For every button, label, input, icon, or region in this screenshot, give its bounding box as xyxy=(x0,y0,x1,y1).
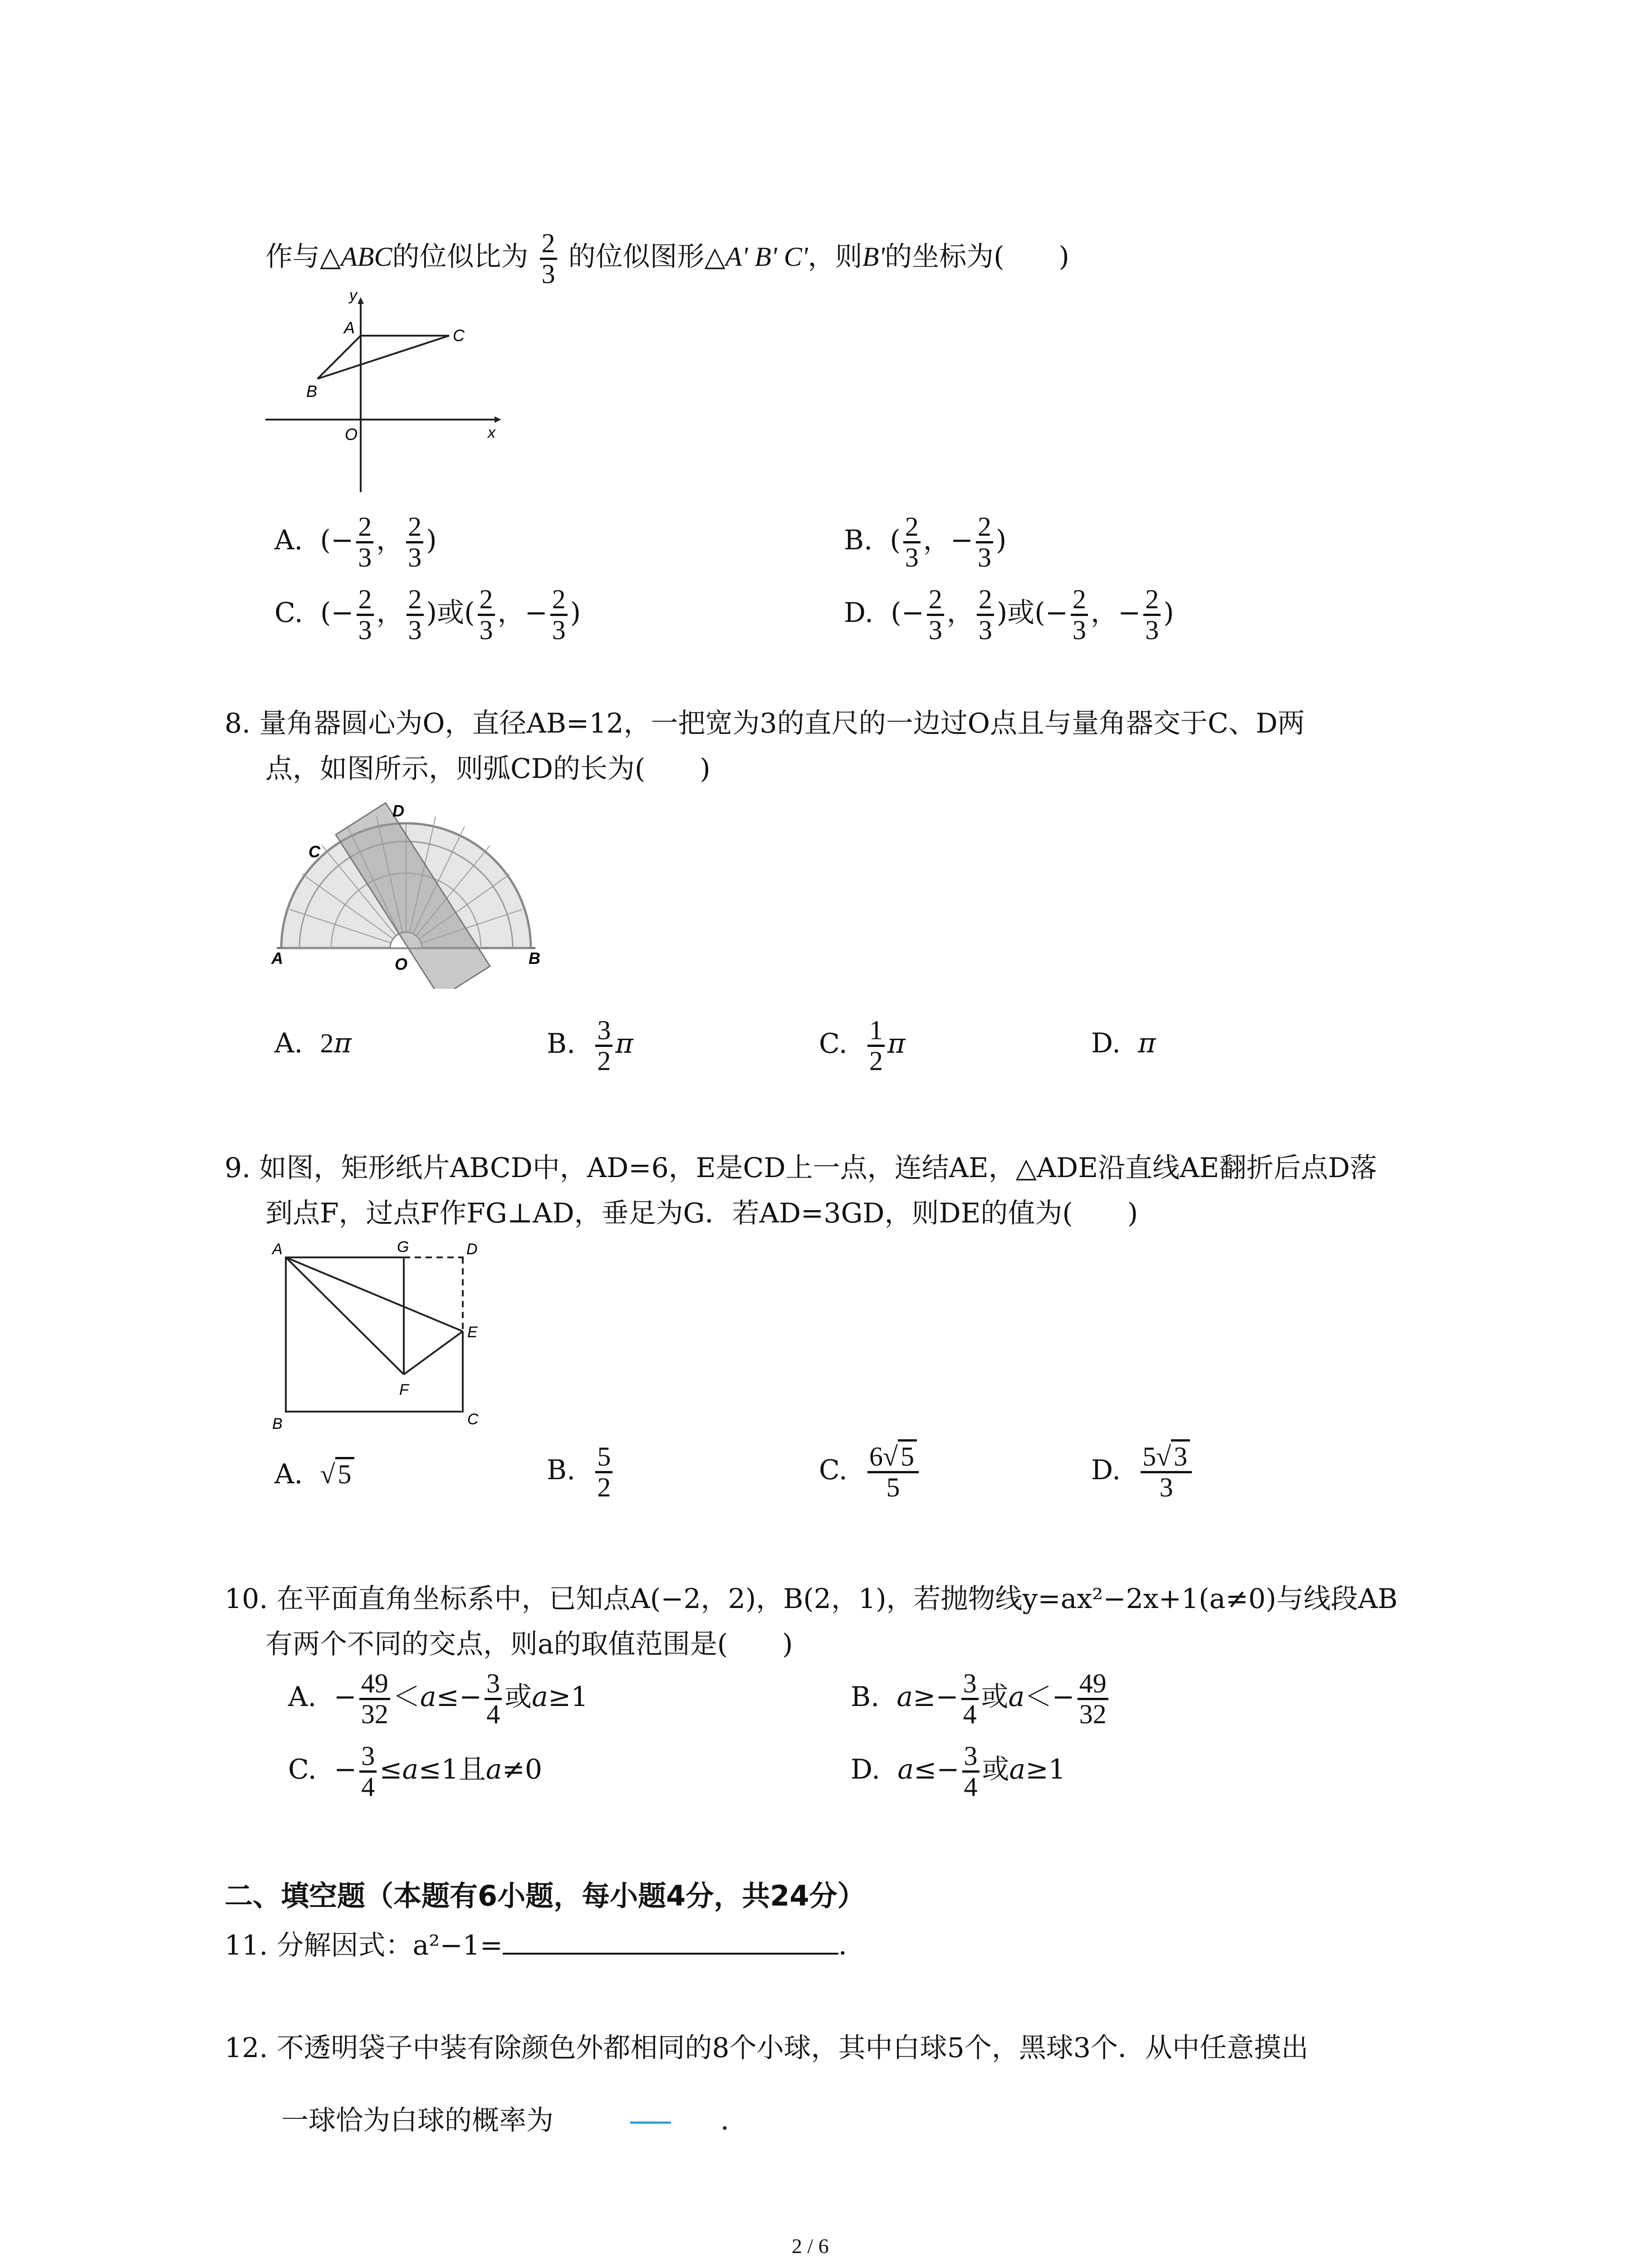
page-number: 2 / 6 xyxy=(792,2234,829,2258)
triangle-abc xyxy=(318,336,449,379)
point-label-d: D xyxy=(466,1241,478,1258)
point-label-a: A xyxy=(272,1241,283,1258)
q9-stem-line2: 到点F，过点F作FG⊥AD，垂足为G．若AD=3GD，则DE的值为( ) xyxy=(265,1198,1138,1229)
point-label-c: C xyxy=(467,1411,479,1428)
q12-stem-line2: 一球恰为白球的概率为 ． xyxy=(281,2105,748,2136)
q7-option-d[interactable]: D. (− $\frac{2}{3}$ ， $\frac{2}{3}$ )或(− $\frac{2}{3}$ ，− $\frac{2}{3}$ ) xyxy=(844,584,1174,645)
axis-label-y: y xyxy=(349,290,357,304)
q7-option-b[interactable]: B. ( $\frac{2}{3}$ ，− $\frac{2}{3}$ ) xyxy=(844,512,1007,572)
q8-stem-line2: 点，如图所示，则弧CD的长为( ) xyxy=(265,753,710,785)
q8-stem-line1: 8. 量角器圆心为O，直径AB=12，一把宽为3的直尺的一边过O点且与量角器交于C、D两 xyxy=(225,708,1305,739)
point-label-b: B xyxy=(529,949,540,968)
point-label-b: B xyxy=(272,1415,283,1432)
point-label-b: B xyxy=(306,382,318,401)
point-label-a: A xyxy=(344,318,355,337)
q10-option-c[interactable]: C. − $\frac{3}{4}$ ≤a≤1且a≠0 xyxy=(288,1741,543,1802)
q12-answer-blank[interactable] xyxy=(630,2121,671,2124)
q9-option-d[interactable]: D. $\frac{5√ 3}{3}$ xyxy=(1091,1442,1195,1502)
point-label-e: E xyxy=(467,1324,478,1341)
point-label-c: C xyxy=(309,842,320,861)
q8-option-a[interactable]: A. 2π xyxy=(274,1027,352,1059)
q10-stem-line1: 10. 在平面直角坐标系中，已知点A(−2，2)，B(2，1)，若抛物线y=ax²−2x+1(a≠0)与线段AB xyxy=(225,1583,1398,1615)
q9-stem-line1: 9. 如图，矩形纸片ABCD中，AD=6，E是CD上一点，连结AE，△ADE沿直线AE翻折后点D落 xyxy=(225,1152,1377,1184)
q8-option-c[interactable]: C. $\frac{1}{2}$ π xyxy=(819,1015,906,1076)
q8-option-d[interactable]: D. π xyxy=(1091,1027,1156,1059)
q12-stem-line1: 12. 不透明袋子中装有除颜色外都相同的8个小球，其中白球5个，黑球3个．从中任意摸出 xyxy=(225,2032,1309,2064)
q11-answer-blank[interactable] xyxy=(503,1930,838,1955)
q9-option-b[interactable]: B. $\frac{5}{2}$ xyxy=(547,1442,615,1502)
q7-coordinate-figure xyxy=(259,290,513,499)
point-label-g: G xyxy=(397,1238,409,1256)
axis-label-x: x xyxy=(488,424,495,441)
point-label-a: A xyxy=(271,949,283,968)
q10-stem-line2: 有两个不同的交点，则a的取值范围是( ) xyxy=(265,1628,793,1660)
q8-protractor-figure xyxy=(263,798,554,989)
q10-option-a[interactable]: A. − $\frac{49}{32}$ ＜a≤− $\frac{3}{4}$ 或a≥1 xyxy=(288,1668,588,1729)
point-label-o: O xyxy=(395,955,408,973)
q11: 11. 分解因式：a²−1= ． xyxy=(225,1930,866,1961)
q7-option-c[interactable]: C. (− $\frac{2}{3}$ ， $\frac{2}{3}$ )或( $\frac{2}{3}$ ，− $\frac{2}{3}$ ) xyxy=(274,584,581,645)
point-label-c: C xyxy=(453,326,465,345)
q7-option-a[interactable]: A. (− $\frac{2}{3}$ ， $\frac{2}{3}$ ) xyxy=(274,512,437,572)
q10-option-d[interactable]: D. a≤− $\frac{3}{4}$ 或a≥1 xyxy=(851,1741,1066,1802)
q9-option-a[interactable]: A. √ 5 xyxy=(274,1461,354,1488)
q8-option-b[interactable]: B. $\frac{3}{2}$ π xyxy=(547,1015,633,1076)
section-heading: 二、填空题（本题有6小题，每小题4分，共24分） xyxy=(225,1879,866,1912)
q9-rectangle-figure xyxy=(268,1238,504,1438)
q10-option-b[interactable]: B. a≥− $\frac{3}{4}$ 或a＜− $\frac{49}{32}$ xyxy=(851,1669,1111,1729)
point-label-o: O xyxy=(345,425,358,444)
point-label-d: D xyxy=(392,802,404,820)
q7-stem: 作与△ABC的位似比为 $\frac{2}{3}$ 的位似图形△A' B' C'，则B'的坐标为( ) xyxy=(265,228,1069,289)
q9-option-c[interactable]: C. $\frac{6√ 5}{5}$ xyxy=(819,1442,921,1502)
point-label-f: F xyxy=(399,1381,409,1398)
